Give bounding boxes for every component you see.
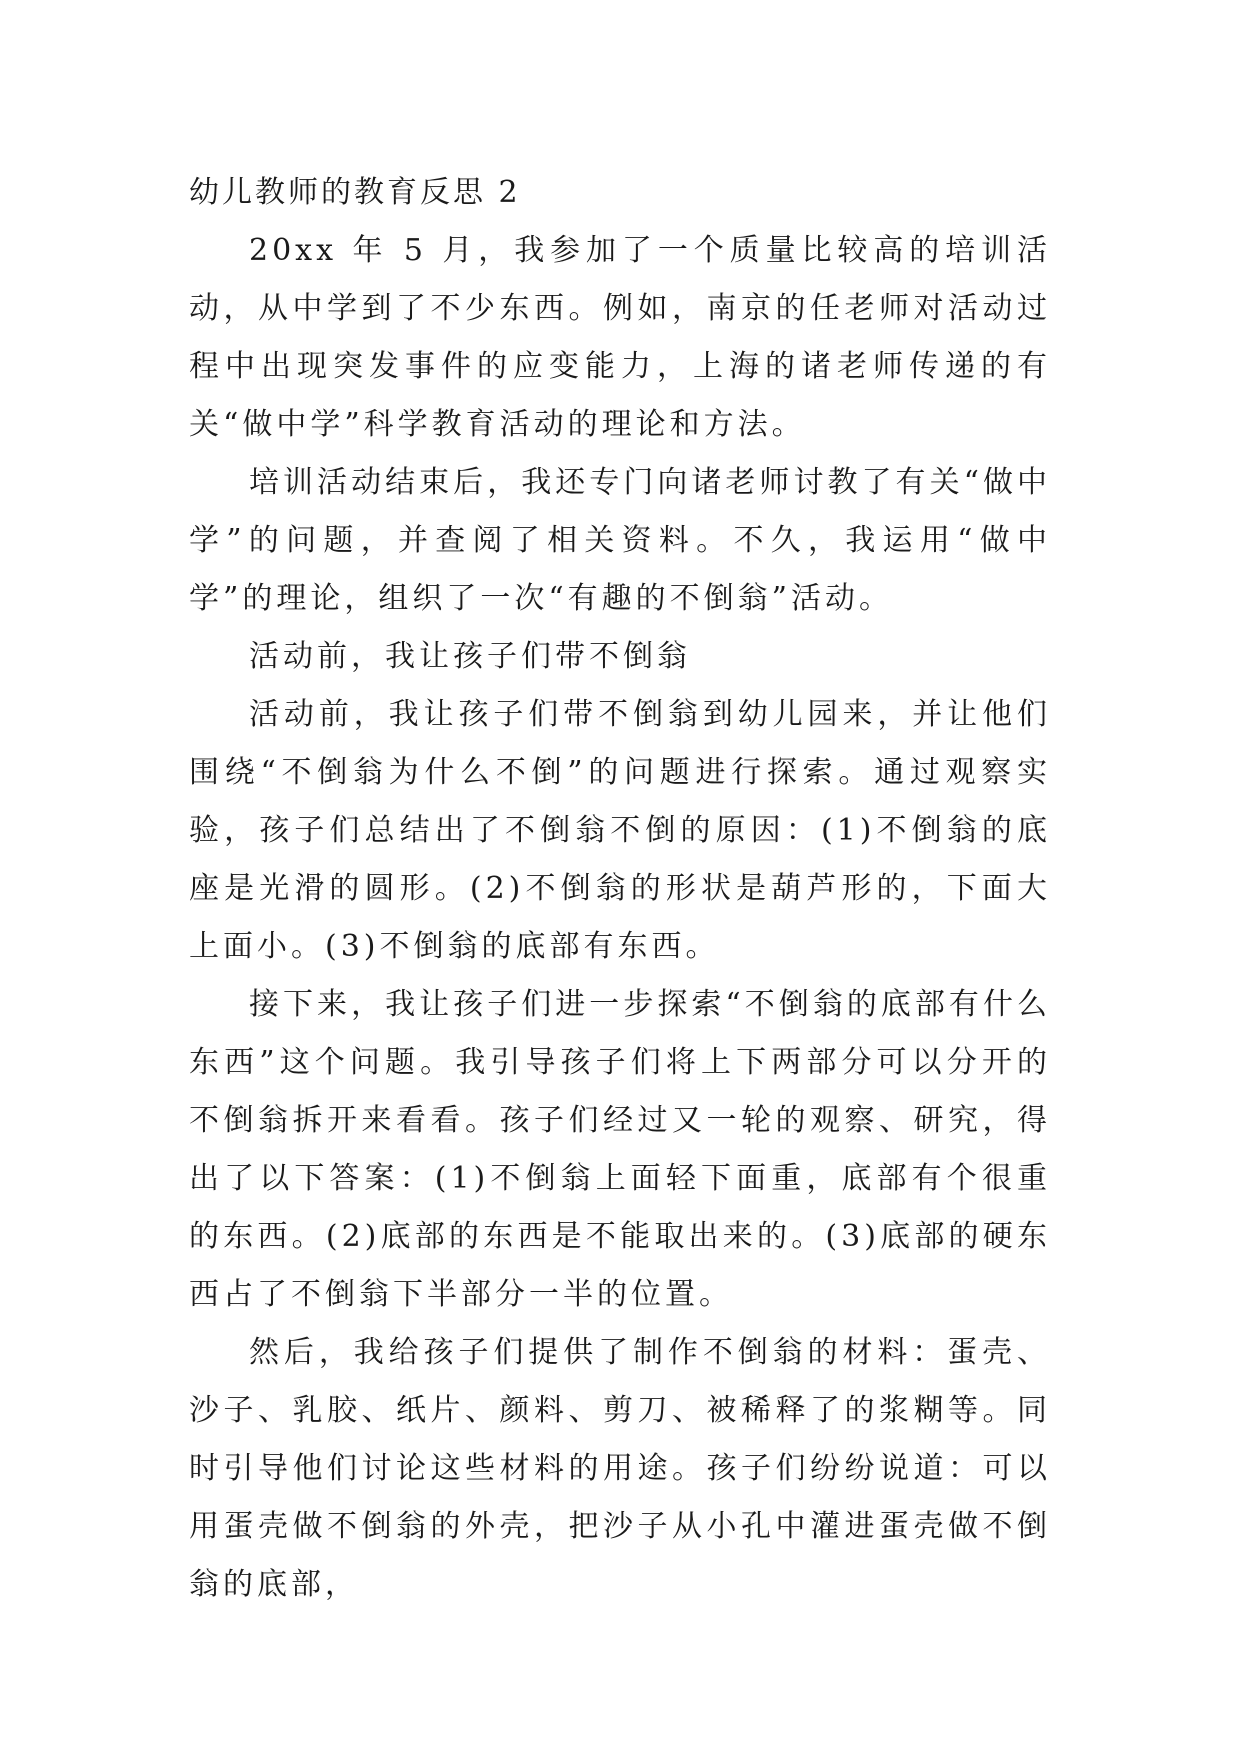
document-body	[189, 164, 1051, 1614]
paragraph-5: 接下来，我让孩子们进一步探索“不倒翁的底部有什么东西”这个问题。我引导孩子们将上下两部分可以分开的不倒翁拆开来看看。孩子们经过又一轮的观察、研究，得出了以下答案：(1)不倒翁上面轻下面重，底部有个很重的东西。(2)底部的东西是不能取出来的。(3)底部的硬东西占了不倒翁下半部分一半的位置。	[189, 987, 1051, 1312]
paragraph-1: 20xx 年 5 月，我参加了一个质量比较高的培训活动，从中学到了不少东西。例如，南京的任老师对活动过程中出现突发事件的应变能力，上海的诸老师传递的有关“做中学”科学教育活动的理论和方法。	[189, 233, 1051, 442]
paragraph-6: 然后，我给孩子们提供了制作不倒翁的材料：蛋壳、沙子、乳胶、纸片、颜料、剪刀、被稀释了的浆糊等。同时引导他们讨论这些材料的用途。孩子们纷纷说道：可以用蛋壳做不倒翁的外壳，把沙子从小孔中灌进蛋壳做不倒翁的底部，	[189, 1335, 1051, 1602]
paragraph-2: 培训活动结束后，我还专门向诸老师讨教了有关“做中学”的问题，并查阅了相关资料。不久，我运用“做中学”的理论，组织了一次“有趣的不倒翁”活动。	[189, 465, 1051, 616]
paragraph-4: 活动前，我让孩子们带不倒翁到幼儿园来，并让他们围绕“不倒翁为什么不倒”的问题进行探索。通过观察实验，孩子们总结出了不倒翁不倒的原因：(1)不倒翁的底座是光滑的圆形。(2)不倒翁的形状是葫芦形的，下面大上面小。(3)不倒翁的底部有东西。	[189, 697, 1051, 964]
paragraph-3: 活动前，我让孩子们带不倒翁	[249, 639, 691, 674]
document-title: 幼儿教师的教育反思 2	[189, 175, 521, 210]
